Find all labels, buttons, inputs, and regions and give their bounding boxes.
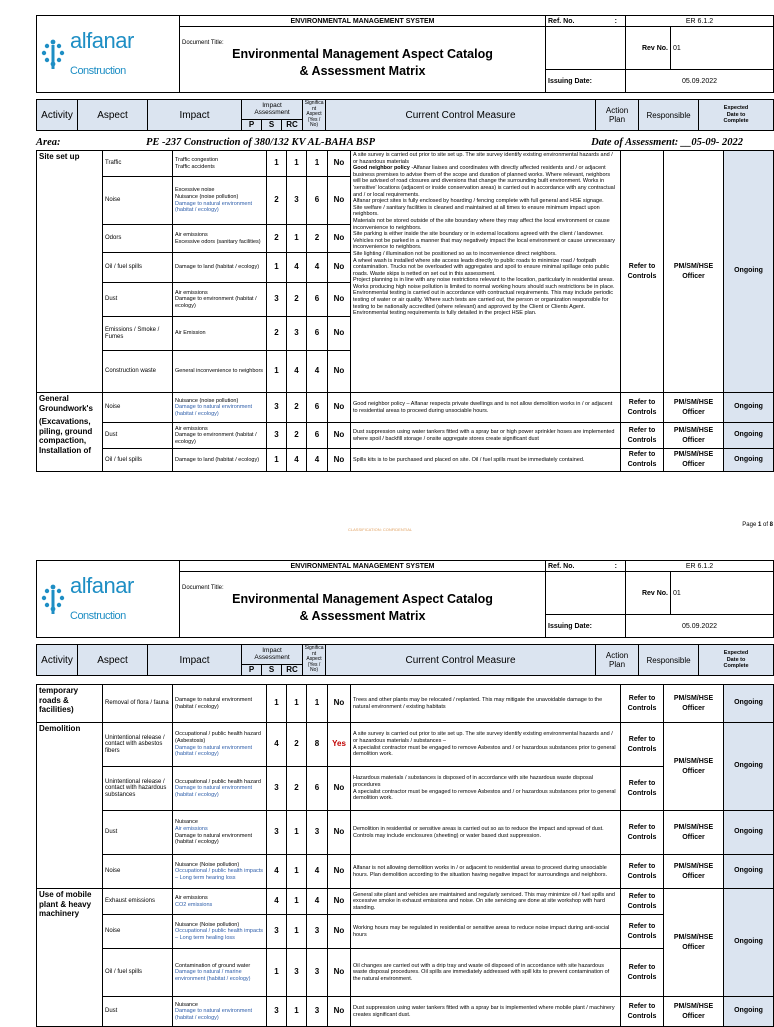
action-plan-cell: Refer to Controls: [621, 393, 664, 423]
significance-cell: No: [328, 351, 351, 393]
action-plan-cell: Refer to Controls: [621, 811, 664, 855]
action-plan-cell: Refer to Controls: [621, 767, 664, 811]
aspect-cell: Odors: [103, 225, 173, 253]
col-control: Current Control Measure: [326, 100, 596, 131]
company-logo: [39, 28, 177, 80]
expected-cell: Ongoing: [724, 393, 774, 423]
responsible-cell: PM/SM/HSE Officer: [664, 723, 724, 811]
col-expected: Expected Date to Complete: [699, 100, 774, 131]
col-rc: RC: [282, 664, 303, 675]
document-header: [36, 15, 774, 93]
col-control: Current Control Measure: [326, 645, 596, 676]
aspect-cell: Emissions / Smoke / Fumes: [103, 317, 173, 351]
significance-cell: No: [328, 449, 351, 472]
control-cell: A site survey is carried out prior to site set up. The site survey identify existing environmental hazards and / or hazardous materials Good neighbor policy -Alfanar liaises and coordinates with directly affected residents and / or adjacent business premises to advise them of the scope and duration of planned works. Where relevant, neighbors will be advised of road closures and diversions that change the surrounding built environment. Works in 'sensitive' locations (adjacent or inside conservation areas) is carried out in accordance with any contractual and / or local requirements. Alfanar project sites is fully enclosed by hoarding / fencing complete with full general and HSE signage. Site welfare / sanitary facilities is cleaned and maintained at all times to ensure minimum impact upon neighbors. Materials not be stored outside of the site boundary where they may affect the local environment or cause inconvenience to neighbors. Site parking is either inside the site boundary or in external locations agreed with the client / landowner. Vehicles not be parked in a manner that may negatively impact the local environment or cause unnecessary inconvenience to neighbors. Site lighting / illumination not be positioned so as to inconvenience direct neighbors. A wheel wash is installed where site access leads directly to public roads to minimize road / footpath contamination. Trucks not be overloaded with aggregates and spoil to ensure minimal spillage onto public roads. Waste skips is netted on set out in this assessment. Project planning is in line with any noise restrictions relevant to the location, particularly in residential areas. Works producing high noise pollution is limited to normal working hours should such restrictions be in place. Environmental testing is carried out in accordance with contractual requirements. This may include periodic testing of water or air quality. Where such tests are carried out, the person or organization responsible for testing to be nationally accredited (where relevant) and approved by the Client or Clients Agent. Environmental testing requirements is fully detailed in the project HSE plan.: [351, 151, 621, 393]
responsible-cell: PM/SM/HSE Officer: [664, 423, 724, 449]
impact-cell: Air emissions Damage to environment (habitat / ecology): [173, 283, 267, 317]
significance-cell: No: [328, 811, 351, 855]
col-impact-assessment: Impact Assessment: [242, 645, 303, 665]
activity-cell: temporary roads & facilities): [37, 685, 103, 723]
p-cell: 4: [267, 855, 287, 889]
col-responsible: Responsible: [639, 100, 699, 131]
s-cell: 1: [287, 811, 307, 855]
expected-cell: Ongoing: [724, 685, 774, 723]
s-cell: 2: [287, 283, 307, 317]
system-name: ENVIRONMENTAL MANAGEMENT SYSTEM: [180, 561, 546, 572]
col-activity: Activity: [37, 100, 78, 131]
significance-cell: No: [328, 889, 351, 915]
impact-cell: Contamination of ground water Damage to natural / marine environment (habitat / ecology): [173, 949, 267, 997]
s-cell: 1: [287, 915, 307, 949]
table-row: [37, 889, 774, 915]
significance-cell: No: [328, 915, 351, 949]
document-title: Environmental Management Aspect Catalog & Assessment Matrix: [232, 591, 493, 623]
document-title-label: Document Title:: [182, 584, 224, 591]
rev-label: Rev No.: [626, 572, 671, 615]
table-row: [37, 449, 774, 472]
document-page-1: [36, 15, 773, 472]
alfanar-logo-icon: [39, 583, 67, 615]
significance-cell: No: [328, 151, 351, 177]
p-cell: 1: [267, 151, 287, 177]
table-row: [37, 423, 774, 449]
logo-cell: [37, 16, 180, 93]
expected-cell: Ongoing: [724, 449, 774, 472]
p-cell: 4: [267, 723, 287, 767]
col-action: Action Plan: [596, 645, 639, 676]
assessment-date: Date of Assessment: __05-09- 2022: [591, 137, 743, 148]
s-cell: 2: [287, 393, 307, 423]
rc-cell: 6: [307, 767, 328, 811]
p-cell: 3: [267, 393, 287, 423]
document-page-2: [36, 560, 773, 1027]
aspect-cell: Construction waste: [103, 351, 173, 393]
impact-cell: Nuisance Air emissions Damage to natural environment (habitat / ecology): [173, 811, 267, 855]
impact-cell: Damage to land (habitat / ecology): [173, 253, 267, 283]
control-cell: Trees and other plants may be relocated / replanted. This may mitigate the unavoidable damage to the natural environment / existing habitats: [351, 685, 621, 723]
aspect-cell: Oil / fuel spills: [103, 949, 173, 997]
control-cell: Oil changes are carried out with a drip tray and waste oil disposed of in accordance with site hazardous waste disposal procedures. Oil spills are immediately addressed with spill kits to prevent contamination of the natural environment.: [351, 949, 621, 997]
s-cell: 4: [287, 351, 307, 393]
rc-cell: 3: [307, 997, 328, 1027]
rc-cell: 3: [307, 949, 328, 997]
rc-cell: 4: [307, 351, 328, 393]
responsible-cell: PM/SM/HSE Officer: [664, 889, 724, 997]
impact-cell: Nuisance Damage to natural environment (habitat / ecology): [173, 997, 267, 1027]
document-title-label: Document Title:: [182, 39, 224, 46]
significance-cell: No: [328, 767, 351, 811]
aspect-cell: Unintentional release / contact with asbestos fibers: [103, 723, 173, 767]
table-row: [37, 855, 774, 889]
expected-cell: Ongoing: [724, 723, 774, 811]
action-plan-cell: Refer to Controls: [621, 151, 664, 393]
p-cell: 2: [267, 177, 287, 225]
significance-cell: No: [328, 393, 351, 423]
control-cell: Dust suppression using water tankers fitted with a spray bar or high power sprinkler hoses are implemented where spoil / backfill storage / onsite aggregate stores create significant dust: [351, 423, 621, 449]
action-plan-cell: Refer to Controls: [621, 997, 664, 1027]
impact-cell: Nuisance (Noise pollution) Occupational / public health impacts – Long term healing loss: [173, 915, 267, 949]
col-significant: Significa nt Aspect (Yes / No): [303, 100, 326, 131]
area-value: PE -237 Construction of 380/132 KV AL-BAHA BSP: [146, 137, 376, 148]
expected-cell: Ongoing: [724, 151, 774, 393]
impact-cell: Damage to natural environment (habitat / ecology): [173, 685, 267, 723]
aspect-cell: Noise: [103, 177, 173, 225]
aspect-cell: Noise: [103, 855, 173, 889]
control-cell: General site plant and vehicles are maintained and regularly serviced. This may minimize oil / fuel spills and excessive smoke in exhaust emissions and noise. On site servicing are done at site workshop with hard standing.: [351, 889, 621, 915]
col-s: S: [262, 119, 282, 130]
rc-cell: 6: [307, 283, 328, 317]
col-aspect: Aspect: [78, 100, 148, 131]
col-impact: Impact: [148, 645, 242, 676]
col-aspect: Aspect: [78, 645, 148, 676]
significance-cell: No: [328, 253, 351, 283]
significance-cell: No: [328, 855, 351, 889]
s-cell: 1: [287, 685, 307, 723]
action-plan-cell: Refer to Controls: [621, 423, 664, 449]
action-plan-cell: Refer to Controls: [621, 889, 664, 915]
alfanar-logo-icon: [39, 38, 67, 70]
expected-cell: Ongoing: [724, 423, 774, 449]
aspect-cell: Exhaust emissions: [103, 889, 173, 915]
p-cell: 4: [267, 889, 287, 915]
action-plan-cell: Refer to Controls: [621, 685, 664, 723]
impact-cell: Traffic congestion Traffic accidents: [173, 151, 267, 177]
table-row: [37, 767, 774, 811]
col-significant: Significa nt Aspect (Yes / No): [303, 645, 326, 676]
col-p: P: [242, 119, 262, 130]
aspect-cell: Dust: [103, 997, 173, 1027]
assessment-table-page-1: [36, 150, 774, 472]
action-plan-cell: Refer to Controls: [621, 723, 664, 767]
s-cell: 1: [287, 889, 307, 915]
impact-cell: Occupational / public health hazard (Asbestosis) Damage to natural environment (habitat / ecology): [173, 723, 267, 767]
rc-cell: 3: [307, 915, 328, 949]
assessment-table-page-2: [36, 684, 774, 1027]
impact-cell: Occupational / public health hazard Damage to natural environment (habitat / ecology): [173, 767, 267, 811]
issue-value: 05.09.2022: [626, 70, 774, 93]
rc-cell: 1: [307, 151, 328, 177]
col-action: Action Plan: [596, 100, 639, 131]
expected-cell: Ongoing: [724, 889, 774, 997]
col-activity: Activity: [37, 645, 78, 676]
table-row: [37, 151, 774, 177]
classification-label: CLASSIFICATION: CONFIDENTIAL: [348, 527, 413, 532]
p-cell: 1: [267, 351, 287, 393]
ref-value: ER 6.1.2: [626, 561, 774, 572]
significance-cell: No: [328, 317, 351, 351]
rev-label: Rev No.: [626, 27, 671, 70]
page-footer: [36, 522, 773, 532]
impact-cell: Air emissions CO2 emissions: [173, 889, 267, 915]
control-cell: Hazardous materials / substances is disposed of in accordance with site hazardous waste disposal procedures A specialist contractor must be engaged to remove Asbestos and / or hazardous substances prior to general demolition work.: [351, 767, 621, 811]
impact-cell: Nuisance (Noise pollution) Occupational / public health impacts – Long term hearing loss: [173, 855, 267, 889]
rev-spacer: [546, 572, 626, 615]
rc-cell: 6: [307, 393, 328, 423]
rc-cell: 4: [307, 449, 328, 472]
p-cell: 3: [267, 811, 287, 855]
control-cell: Dust suppression using water tankers fitted with a spray bar is implemented where mobile plant / machinery creates significant dust.: [351, 997, 621, 1027]
document-title-cell: [180, 27, 546, 93]
expected-cell: Ongoing: [724, 811, 774, 855]
rc-cell: 6: [307, 423, 328, 449]
rc-cell: 4: [307, 855, 328, 889]
control-cell: A site survey is carried out prior to site set up. The site survey identify existing environmental hazards and / or hazardous materials / substances – A specialist contractor must be engaged to remove Asbestos and / or hazardous substances prior to general demolition work.: [351, 723, 621, 767]
table-row: [37, 915, 774, 949]
s-cell: 4: [287, 253, 307, 283]
aspect-cell: Traffic: [103, 151, 173, 177]
action-plan-cell: Refer to Controls: [621, 949, 664, 997]
company-logo: [39, 573, 177, 625]
impact-cell: Air emissions Damage to environment (habitat / ecology): [173, 423, 267, 449]
significance-cell: No: [328, 283, 351, 317]
col-impact-assessment: Impact Assessment: [242, 100, 303, 120]
control-cell: Spills kits is to be purchased and placed on site. Oil / fuel spills must be immediately contained.: [351, 449, 621, 472]
logo-text: alfanar Construction: [70, 28, 134, 77]
area-label: Area:: [36, 137, 61, 148]
action-plan-cell: Refer to Controls: [621, 915, 664, 949]
aspect-cell: Dust: [103, 423, 173, 449]
impact-cell: Nuisance (noise pollution) Damage to natural environment (habitat / ecology): [173, 393, 267, 423]
aspect-cell: Noise: [103, 393, 173, 423]
rev-value: 01: [671, 27, 774, 70]
aspect-cell: Unintentional release / contact with hazardous substances: [103, 767, 173, 811]
col-p: P: [242, 664, 262, 675]
aspect-cell: Dust: [103, 283, 173, 317]
s-cell: 4: [287, 449, 307, 472]
activity-cell: Demolition: [37, 723, 103, 889]
ref-label: Ref. No. :: [546, 16, 626, 27]
p-cell: 2: [267, 317, 287, 351]
ref-label: Ref. No. :: [546, 561, 626, 572]
p-cell: 1: [267, 449, 287, 472]
p-cell: 3: [267, 767, 287, 811]
significance-cell: Yes: [328, 723, 351, 767]
document-title-cell: [180, 572, 546, 638]
responsible-cell: PM/SM/HSE Officer: [664, 811, 724, 855]
rc-cell: 8: [307, 723, 328, 767]
rev-spacer: [546, 27, 626, 70]
activity-cell: Use of mobile plant & heavy machinery: [37, 889, 103, 1027]
rc-cell: 2: [307, 225, 328, 253]
col-expected: Expected Date to Complete: [699, 645, 774, 676]
responsible-cell: PM/SM/HSE Officer: [664, 997, 724, 1027]
significance-cell: No: [328, 177, 351, 225]
table-row: [37, 685, 774, 723]
significance-cell: No: [328, 949, 351, 997]
s-cell: 2: [287, 423, 307, 449]
rc-cell: 4: [307, 889, 328, 915]
issue-label: Issuing Date:: [546, 615, 626, 638]
aspect-cell: Removal of flora / fauna: [103, 685, 173, 723]
s-cell: 3: [287, 177, 307, 225]
aspect-cell: Oil / fuel spills: [103, 449, 173, 472]
expected-cell: Ongoing: [724, 855, 774, 889]
p-cell: 2: [267, 225, 287, 253]
logo-cell: [37, 561, 180, 638]
p-cell: 1: [267, 685, 287, 723]
control-cell: Alfanar is not allowing demolition works in / or adjacent to residential areas to proceed during unsociable hours. Plan demolition according to the situation having negative impact for surroundings and neighbors.: [351, 855, 621, 889]
page-number: Page 1 of 8: [742, 522, 773, 528]
activity-cell: Site set up: [37, 151, 103, 393]
col-responsible: Responsible: [639, 645, 699, 676]
table-row: [37, 811, 774, 855]
significance-cell: No: [328, 685, 351, 723]
rc-cell: 1: [307, 685, 328, 723]
control-cell: Good neighbor policy – Alfanar respects private dwellings and is not allow demolition works in / or adjacent to residential areas to proceed during unsociable hours.: [351, 393, 621, 423]
significance-cell: No: [328, 423, 351, 449]
document-title: Environmental Management Aspect Catalog & Assessment Matrix: [232, 46, 493, 78]
column-header: [36, 644, 774, 676]
control-cell: Working hours may be regulated in residential or sensitive areas to reduce noise impact during anti-social hours: [351, 915, 621, 949]
p-cell: 3: [267, 283, 287, 317]
s-cell: 1: [287, 997, 307, 1027]
p-cell: 3: [267, 423, 287, 449]
expected-cell: Ongoing: [724, 997, 774, 1027]
logo-text: alfanar Construction: [70, 573, 134, 622]
impact-cell: Air Emission: [173, 317, 267, 351]
rc-cell: 4: [307, 253, 328, 283]
system-name: ENVIRONMENTAL MANAGEMENT SYSTEM: [180, 16, 546, 27]
p-cell: 3: [267, 997, 287, 1027]
significance-cell: No: [328, 225, 351, 253]
activity-cell: General Groundwork's (Excavations, piling, ground compaction, Installation of: [37, 393, 103, 472]
table-row: [37, 723, 774, 767]
area-line: [36, 131, 773, 150]
p-cell: 1: [267, 949, 287, 997]
rev-value: 01: [671, 572, 774, 615]
responsible-cell: PM/SM/HSE Officer: [664, 449, 724, 472]
impact-cell: Air emissions Excessive odors (sanitary facilities): [173, 225, 267, 253]
s-cell: 2: [287, 767, 307, 811]
control-cell: Demolition in residential or sensitive areas is carried out so as to reduce the impact and spread of dust. Controls may include enclosures (sheeting) or water based dust suppression.: [351, 811, 621, 855]
impact-cell: General inconvenience to neighbors: [173, 351, 267, 393]
rc-cell: 6: [307, 317, 328, 351]
table-row: [37, 949, 774, 997]
impact-cell: Damage to land (habitat / ecology): [173, 449, 267, 472]
rc-cell: 6: [307, 177, 328, 225]
action-plan-cell: Refer to Controls: [621, 855, 664, 889]
s-cell: 3: [287, 317, 307, 351]
responsible-cell: PM/SM/HSE Officer: [664, 151, 724, 393]
ref-value: ER 6.1.2: [626, 16, 774, 27]
aspect-cell: Oil / fuel spills: [103, 253, 173, 283]
p-cell: 1: [267, 253, 287, 283]
issue-value: 05.09.2022: [626, 615, 774, 638]
impact-cell: Excessive noise Nuisance (noise pollution) Damage to natural environment (habitat / ecology): [173, 177, 267, 225]
responsible-cell: PM/SM/HSE Officer: [664, 393, 724, 423]
p-cell: 3: [267, 915, 287, 949]
col-s: S: [262, 664, 282, 675]
s-cell: 1: [287, 225, 307, 253]
s-cell: 1: [287, 151, 307, 177]
s-cell: 2: [287, 723, 307, 767]
col-impact: Impact: [148, 100, 242, 131]
column-header: [36, 99, 774, 131]
significance-cell: No: [328, 997, 351, 1027]
s-cell: 1: [287, 855, 307, 889]
action-plan-cell: Refer to Controls: [621, 449, 664, 472]
responsible-cell: PM/SM/HSE Officer: [664, 855, 724, 889]
table-row: [37, 393, 774, 423]
s-cell: 3: [287, 949, 307, 997]
issue-label: Issuing Date:: [546, 70, 626, 93]
table-row: [37, 997, 774, 1027]
rc-cell: 3: [307, 811, 328, 855]
aspect-cell: Noise: [103, 915, 173, 949]
col-rc: RC: [282, 119, 303, 130]
responsible-cell: PM/SM/HSE Officer: [664, 685, 724, 723]
document-header: [36, 560, 774, 638]
aspect-cell: Dust: [103, 811, 173, 855]
